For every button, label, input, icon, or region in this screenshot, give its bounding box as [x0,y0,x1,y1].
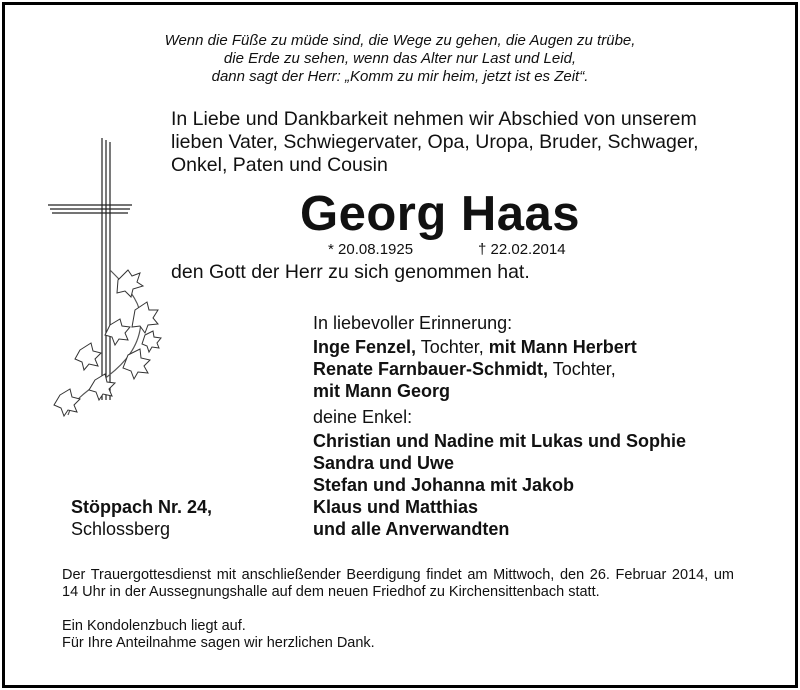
grandchildren-heading: deine Enkel: [313,407,413,427]
mourner-line-1 [313,336,637,358]
verse-line-1: Wenn die Füße zu müde sind, die Wege zu gehen, die Augen zu trübe, [164,32,636,49]
condolence-note: Ein Kondolenzbuch liegt auf. [62,618,246,634]
death-date: † 22.02.2014 [478,241,566,258]
mourner-1-name: Inge Fenzel, [313,337,417,357]
after-name-line: den Gott der Herr zu sich genommen hat. [171,261,530,283]
mourner-2-name: Renate Farnbauer-Schmidt, [313,359,549,379]
grandchild-line: Sandra und Uwe [313,453,455,473]
verse-line-3: dann sagt der Herr: „Komm zu mir heim, jetzt ist es Zeit“. [211,68,589,85]
birth-date: * 20.08.1925 [328,241,414,258]
mourner-1-partner: mit Mann Herbert [488,337,637,357]
grandchild-line: Klaus und Matthias [313,497,479,517]
mourner-2-partner: mit Mann Georg [313,381,451,401]
service-announcement: Der Trauergottesdienst mit anschließender Beerdigung findet am Mittwoch, den 26. Februar 2014, um 14 Uhr in der Aussegnungshalle auf dem neuen Friedhof zu Kirchensittenbach statt. [62,567,734,600]
deceased-name: Georg Haas [300,187,581,241]
grandchild-line: Christian und Nadine mit Lukas und Sophie [313,431,687,451]
address-street: Stöppach Nr. 24, [71,497,213,517]
intro-line-1: In Liebe und Dankbarkeit nehmen wir Abschied von unserem [171,108,697,130]
relatives-line: und alle Anverwandten [313,519,510,539]
mourners-heading: In liebevoller Erinnerung: [313,313,513,333]
verse-line-2: die Erde zu sehen, wenn das Alter nur Last und Leid, [223,50,577,67]
mourner-line-2 [313,358,616,380]
address-place: Schlossberg [71,519,171,539]
mourner-2-relation: Tochter, [548,359,616,379]
grandchild-line: Stefan und Johanna mit Jakob [313,475,575,495]
mourner-1-relation: Tochter, [416,337,489,357]
intro-line-3: Onkel, Paten und Cousin [171,154,388,176]
cross-with-ivy-icon [40,130,180,430]
intro-line-2: lieben Vater, Schwiegervater, Opa, Uropa, Bruder, Schwager, [171,131,699,153]
thanks-note: Für Ihre Anteilnahme sagen wir herzlichen Dank. [62,635,375,651]
